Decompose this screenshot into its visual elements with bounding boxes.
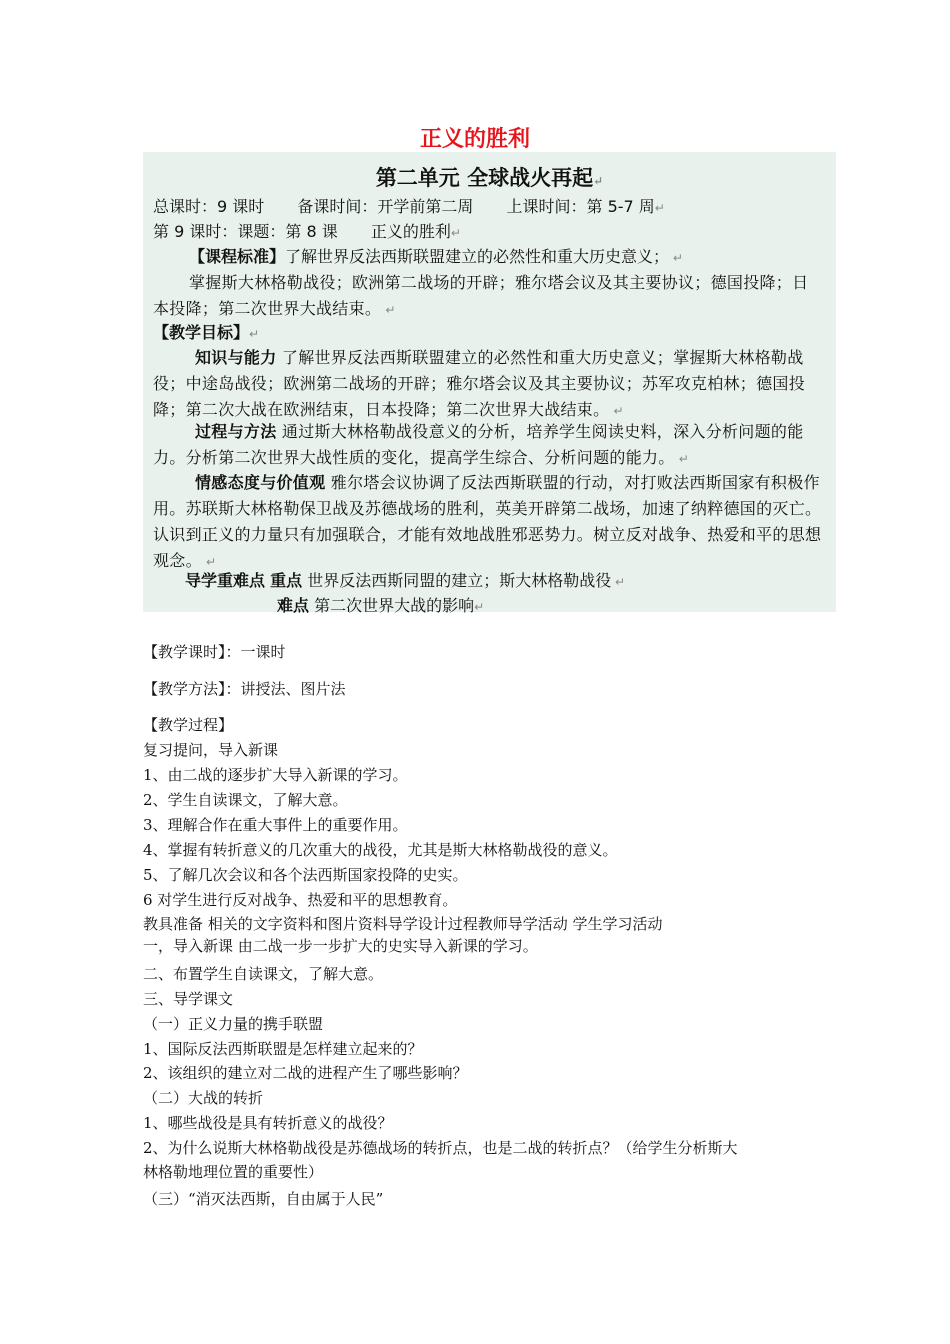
text-line: （三）“消灭法西斯，自由属于人民” (143, 1190, 384, 1208)
text-line: 2、该组织的建立对二战的进程产生了哪些影响？ (143, 1064, 468, 1082)
text-line: 林格勒地理位置的重要性） (143, 1163, 324, 1181)
teaching-hours: 【教学课时】：一课时 (143, 643, 286, 661)
process-heading: 【教学过程】 (143, 716, 234, 734)
document-title: 正义的胜利 (419, 127, 530, 152)
lesson-header-row: 总课时：9 课时 备课时间：开学前第二周 上课时间：第 5-7 周↵ (153, 197, 665, 216)
text-line: 2、为什么说斯大林格勒战役是苏德战场的转折点，也是二战的转折点？（给学生分析斯大 (143, 1139, 738, 1157)
goal-attitude: 情感态度与价值观 雅尔塔会议协调了反法西斯联盟的行动，对打败法西斯国家有积极作用。苏联斯大林格勒保卫战及苏德战场的胜利，英美开辟第二战场，加速了纳粹德国的灭亡。认识到正义的力量只有加强联合，才能有效地战胜邪恶势力。树立反对战争、热爱和平的思想观念。 ↵ (153, 473, 822, 570)
text-line: 6 对学生进行反对战争、热爱和平的思想教育。 (143, 891, 458, 909)
text-line: 1、哪些战役是具有转折意义的战役？ (143, 1114, 393, 1132)
text-line: （一）正义力量的携手联盟 (143, 1015, 324, 1033)
text-line: 教具准备 相关的文字资料和图片资料导学设计过程教师导学活动 学生学习活动 (143, 915, 663, 933)
text-line: 复习提问，导入新课 (143, 741, 279, 759)
teaching-methods: 【教学方法】：讲授法、图片法 (143, 680, 346, 698)
goal-knowledge: 知识与能力 了解世界反法西斯联盟建立的必然性和重大历史意义；掌握斯大林格勒战役；中途岛战役；欧洲第二战场的开辟；雅尔塔会议及其主要协议；苏军攻克柏林；德国投降；第二次大战在欧洲结束，日本投降；第二次世界大战结束。 ↵ (153, 348, 806, 419)
text-line: （二）大战的转折 (143, 1089, 264, 1107)
course-standard: 【课程标准】了解世界反法西斯联盟建立的必然性和重大历史意义； ↵ (189, 247, 683, 266)
text-line: 1、国际反法西斯联盟是怎样建立起来的？ (143, 1040, 423, 1058)
goal-process: 过程与方法 通过斯大林格勒战役意义的分析，培养学生阅读史料，深入分析问题的能力。分析第二次世界大战性质的变化，提高学生综合、分析问题的能力。 ↵ (153, 422, 804, 467)
text-line: 5、了解几次会议和各个法西斯国家投降的史实。 (143, 866, 468, 884)
key-point: 导学重难点 重点 世界反法西斯同盟的建立；斯大林格勒战役 ↵ (185, 571, 626, 590)
text-line: 2、学生自读课文，了解大意。 (143, 791, 348, 809)
teaching-goals-heading: 【教学目标】↵ (153, 323, 260, 342)
text-line: 3、理解合作在重大事件上的重要作用。 (143, 816, 408, 834)
difficult-point: 难点 第二次世界大战的影响↵ (277, 596, 485, 615)
text-line: 一，导入新课 由二战一步一步扩大的史实导入新课的学习。 (143, 937, 538, 955)
lesson-plan-scan (143, 152, 836, 615)
text-line: 1、由二战的逐步扩大导入新课的学习。 (143, 766, 408, 784)
unit-title: 第二单元 全球战火再起↵ (375, 165, 604, 190)
lesson-topic-row: 第 9 课时：课题：第 8 课 正义的胜利↵ (153, 222, 461, 241)
course-standard-detail: 掌握斯大林格勒战役；欧洲第二战场的开辟；雅尔塔会议及其主要协议；德国投降；日本投降；第二次世界大战结束。 ↵ (153, 273, 809, 318)
text-line: 4、掌握有转折意义的几次重大的战役，尤其是斯大林格勒战役的意义。 (143, 841, 618, 859)
text-line: 二、布置学生自读课文，了解大意。 (143, 965, 384, 983)
text-line: 三、导学课文 (143, 990, 234, 1008)
